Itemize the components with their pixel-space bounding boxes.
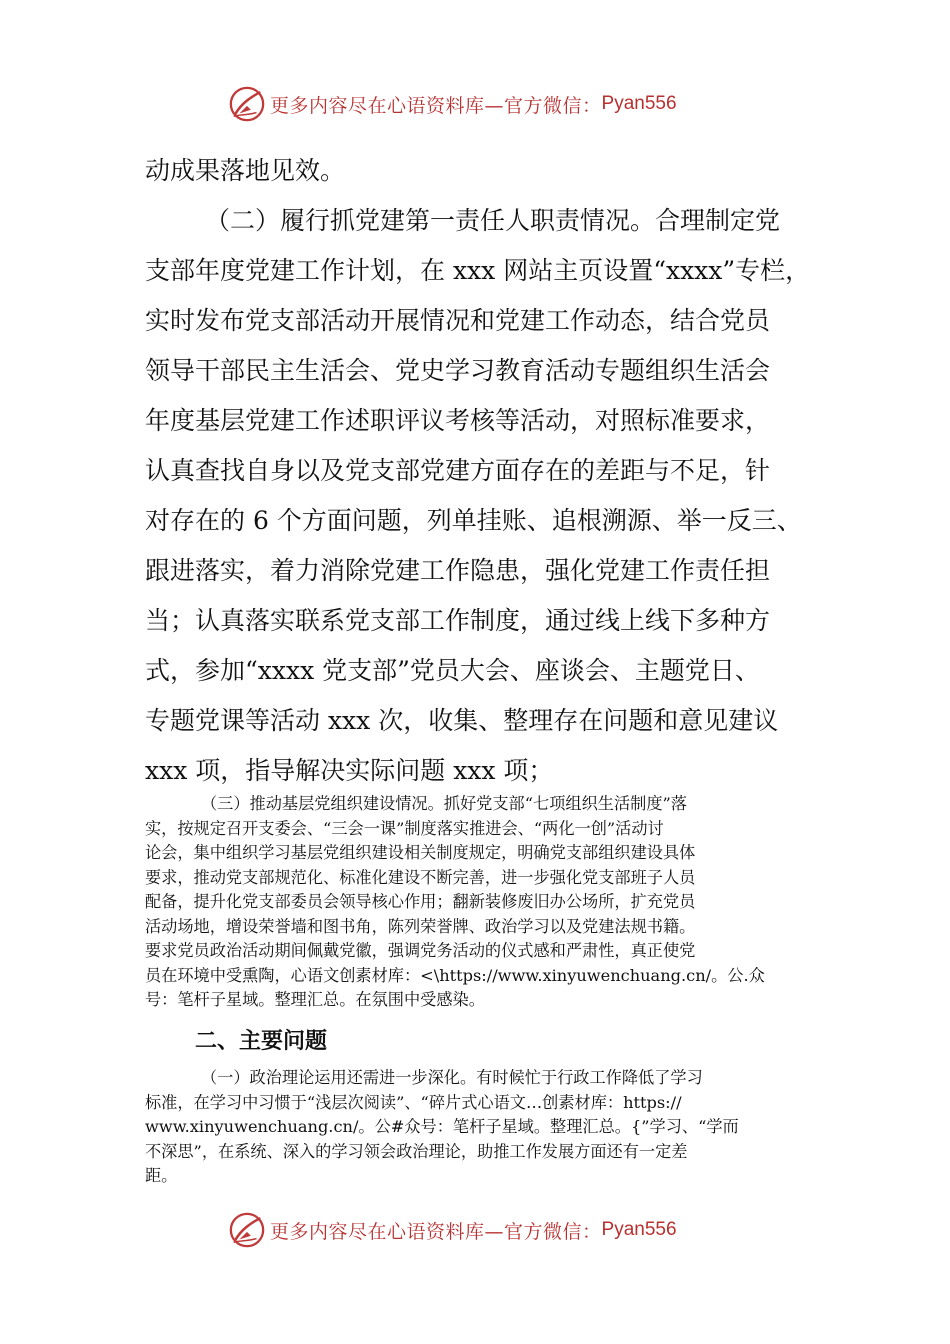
text-line: xxx 项，指导解决实际问题 xxx 项；	[145, 756, 554, 785]
banner-wechat-id: Pyan556	[601, 93, 677, 114]
text-line: www.xinyuwenchuang.cn/。公#众号：笔杆子星域。整理汇总。{”学习、“学而	[145, 1117, 739, 1136]
header-banner	[0, 82, 950, 126]
text-line: 支部年度党建工作计划，在 xxx 网站主页设置“xxxx”专栏，	[145, 256, 811, 285]
text-line: 距。	[145, 1166, 178, 1185]
text-line: 专题党课等活动 xxx 次，收集、整理存在问题和意见建议	[145, 706, 779, 735]
text-line: （二）履行抓党建第一责任人职责情况。合理制定党	[205, 206, 781, 235]
text-line: （三）推动基层党组织建设情况。抓好党支部“七项组织生活制度”落	[201, 794, 687, 813]
text-line: 认真查找自身以及党支部党建方面存在的差距与不足，针	[145, 456, 771, 485]
problem-1-paragraph	[145, 1066, 810, 1189]
text-line: 式，参加“xxxx 党支部”党员大会、座谈会、主题党日、	[145, 656, 760, 685]
text-line: 不深思”，在系统、深入的学习领会政治理论，助推工作发展方面还有一定差	[145, 1141, 688, 1161]
text-line: 要求党员政治活动期间佩戴党徽，强调党务活动的仪式感和严肃性，真正使党	[145, 941, 696, 960]
text-line: 对存在的 6 个方面问题，列单挂账、追根溯源、举一反三、	[145, 506, 802, 535]
text-line: 标准，在学习中习惯于“浅层次阅读”、“碎片式心语文…创素材库：https://	[145, 1092, 682, 1112]
text-line: 当；认真落实联系党支部工作制度，通过线上线下多种方	[145, 606, 771, 635]
footer-banner	[0, 1208, 950, 1252]
section-heading: 二、主要问题	[195, 1029, 328, 1054]
text-line: 年度基层党建工作述职评议考核等活动，对照标准要求，	[145, 406, 771, 435]
text-line: 实时发布党支部活动开展情况和党建工作动态，结合党员	[145, 306, 771, 335]
pen-logo-icon	[228, 1211, 266, 1249]
pen-logo-icon	[228, 85, 266, 123]
text-line: 员在环境中受熏陶，心语文创素材库：<\https://www.xinyuwenchuang.cn/。公.众	[145, 965, 765, 985]
section-2-paragraph	[145, 146, 810, 796]
banner-wechat-id: Pyan556	[601, 1219, 677, 1240]
text-line: 配备，提升化党支部委员会领导核心作用；翻新装修废旧办公场所，扩充党员	[145, 892, 696, 911]
text-line: 跟进落实，着力消除党建工作隐患，强化党建工作责任担	[145, 556, 771, 585]
banner-text: 更多内容尽在心语资料库—官方微信：	[270, 94, 602, 117]
text-line: 实，按规定召开支委会、“三会一课”制度落实推进会、“两化一创”活动讨	[145, 818, 664, 838]
text-line: 领导干部民主生活会、党史学习教育活动专题组织生活会	[145, 356, 771, 385]
text-line: 论会，集中组织学习基层党组织建设相关制度规定，明确党支部组织建设具体	[145, 843, 696, 862]
text-line: 要求，推动党支部规范化、标准化建设不断完善，进一步强化党支部班子人员	[145, 867, 696, 887]
banner-text: 更多内容尽在心语资料库—官方微信：	[270, 1220, 602, 1243]
text-line: 号：笔杆子星域。整理汇总。在氛围中受感染。	[145, 990, 485, 1009]
text-line: 动成果落地见效。	[145, 156, 346, 185]
section-3-paragraph	[145, 792, 810, 1013]
text-line: （一）政治理论运用还需进一步深化。有时候忙于行政工作降低了学习	[201, 1068, 703, 1087]
text-line: 活动场地，增设荣誉墙和图书角，陈列荣誉牌、政治学习以及党建法规书籍。	[145, 916, 696, 936]
